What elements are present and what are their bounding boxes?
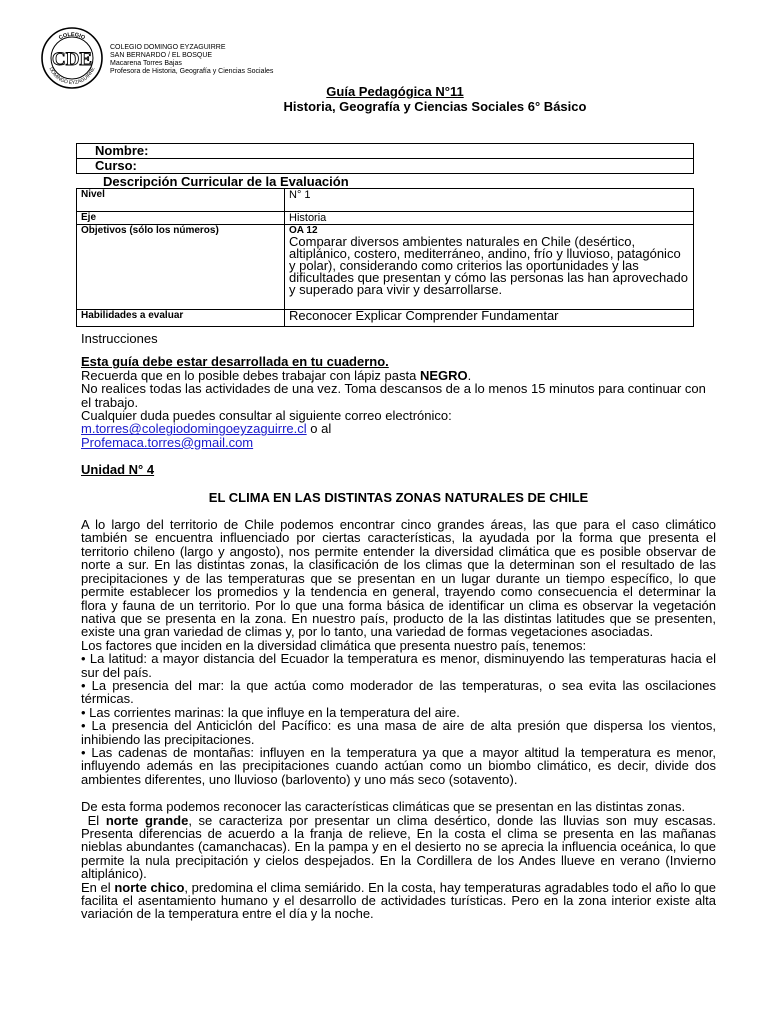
guide-title: Guía Pedagógica N°11 (326, 84, 464, 99)
row-value (285, 225, 694, 310)
email-link-2[interactable]: Profemaca.torres@gmail.com (81, 434, 254, 450)
table-row (77, 189, 694, 212)
name-field (76, 143, 694, 159)
svg-text:COLEGIO (58, 32, 87, 42)
list-item: • La presencia del Anticiclón del Pacífico: es una masa de aire de alta presión que dispersa los vientos, inhibiendo las precipitaciones. (81, 718, 716, 747)
subject-title: Historia, Geografía y Ciencias Sociales 6° Básico (283, 99, 587, 114)
emphasis: NEGRO (419, 367, 468, 383)
row-value: Reconocer Explicar Comprender Fundamentar (285, 310, 694, 327)
email-link-1[interactable]: m.torres@colegiodomingoeyzaguirre.cl (81, 421, 307, 437)
paragraph: De esta forma podemos reconocer las características climáticas que se presentan en las distintas zonas. (81, 799, 686, 815)
course-field (76, 159, 694, 174)
content (81, 332, 716, 921)
curriculum-title: Descripción Curricular de la Evaluación (103, 174, 349, 189)
emphasis: norte grande (105, 812, 189, 828)
row-label: Habilidades a evaluar (77, 310, 285, 327)
unit-label: Unidad N° 4 (81, 462, 155, 478)
school-line: SAN BERNARDO / EL BOSQUE (110, 52, 213, 59)
instructions-heading: Instrucciones (81, 331, 158, 346)
email-line: m.torres@colegiodomingoeyzaguirre.cl o al (81, 421, 332, 437)
row-value: N° 1 (285, 189, 694, 212)
paragraph: A lo largo del territorio de Chile podemos encontrar cinco grandes áreas, las que para el caso climático también se encuentra influenciado por ciertas características, la ayudada por la forma que presenta el territorio chileno (largo y angosto), nos permite entender la diversidad climática que es posible observar de norte a sur. En las distintas zonas, la clasificación de los climas que la determinan son el resultado de las precipitaciones y de las temperaturas que se presentan en un lugar durante un tiempo específico, lo que permite establecer los promedios y la tendencia en general, trayendo como consecuencia el determinar la flora y fauna de un territorio. Por lo que una forma básica de identificar un clima es observar la vegetación nativa que se presenta en la zona. En nuestro país, producto de la las distintas latitudes que se presenten, existe una gran variedad de climas y, por lo tanto, una variedad de formas vegetaciones asociadas. (81, 517, 716, 640)
school-line: Macarena Torres Bajas (110, 60, 182, 67)
email-line (81, 436, 716, 449)
row-label: Objetivos (sólo los números) (77, 225, 285, 310)
logo-text-top: COLEGIO (58, 31, 86, 42)
logo-monogram: CDE (51, 49, 93, 70)
instruction-line: Recuerda que en lo posible debes trabajar con lápiz pasta NEGRO. (81, 367, 472, 383)
table-row (77, 225, 694, 310)
paragraph: Los factores que inciden en la diversidad climática que presenta nuestro país, tenemos: (81, 637, 587, 653)
row-label: Nivel (77, 189, 285, 212)
row-label: Eje (77, 212, 285, 225)
emphasis: norte chico (114, 879, 185, 895)
school-info (110, 44, 273, 76)
table-row (77, 310, 694, 327)
list-item: • Las cadenas de montañas: influyen en la temperatura ya que a mayor altitud la temperatura es menor, influyendo además en las precipitaciones cuando actúan como un biombo climático, es decir, divide dos ambientes diferentes, uno lluvioso (barlovento) y uno más seco (sotavento). (81, 744, 716, 787)
list-item: • La presencia del mar: la que actúa como moderador de las temperaturas, o sea evita las oscilaciones térmicas. (81, 677, 716, 707)
objective-code: OA 12 (289, 225, 318, 236)
table-row (77, 212, 694, 225)
notice: Esta guía debe estar desarrollada en tu cuaderno. (81, 354, 389, 370)
school-line: COLEGIO DOMINGO EYZAGUIRRE (110, 44, 226, 51)
instruction-line: Cualquier duda puedes consultar al siguiente correo electrónico: (81, 408, 452, 424)
curriculum-table (76, 188, 694, 327)
unit-heading: EL CLIMA EN LAS DISTINTAS ZONAS NATURALES DE CHILE (208, 489, 589, 505)
paragraph: El norte grande, se caracteriza por presentar un clima desértico, donde las lluvias son muy escasas. Presenta diferencias de acuerdo a la franja de relieve, En la costa el clima se presenta en las mañanas nieblas abundantes (camanchacas). En la pampa y en el desierto no se aprecia la influencia oceánica, lo que permite la nula precipitación y cielos despejados. En la Cordillera de los Andes llueve en verano (Invierno altiplánico). (81, 812, 716, 882)
logo-text-bottom: DOMINGO EYZAGUIRRE (47, 66, 97, 87)
school-logo (40, 26, 104, 90)
student-info-boxes (76, 143, 694, 174)
objective-text: Comparar diversos ambientes naturales en Chile (desértico, altiplánico, costero, mediterráneo, andino, frío y lluvioso, patagónico y polar), considerando como criterios las oportunidades y las dificultades que presentan y cómo las personas las han aprovechado y superado para vivir y desarrollarse. (289, 234, 688, 297)
school-line: Profesora de Historia, Geografía y Ciencias Sociales (110, 68, 274, 75)
paragraph: En el norte chico, predomina el clima semiárido. En la costa, hay temperaturas agradables todo el año lo que facilita el asentamiento humano y el desarrollo de actividades turísticas. Pero en la zona interior existe alta variación de la temperatura entre el día y la noche. (81, 879, 716, 922)
instruction-line: No realices todas las actividades de una vez. Toma descansos de a lo menos 15 minutos para continuar con el trabajo. (81, 381, 706, 410)
row-value: Historia (285, 212, 694, 225)
list-item: • Las corrientes marinas: la que influye en la temperatura del aire. (81, 704, 460, 720)
name-label: Nombre: (95, 143, 149, 158)
course-label: Curso: (95, 158, 137, 173)
list-item: • La latitud: a mayor distancia del Ecuador la temperatura es menor, disminuyendo las temperaturas hacia el sur del país. (81, 651, 716, 680)
